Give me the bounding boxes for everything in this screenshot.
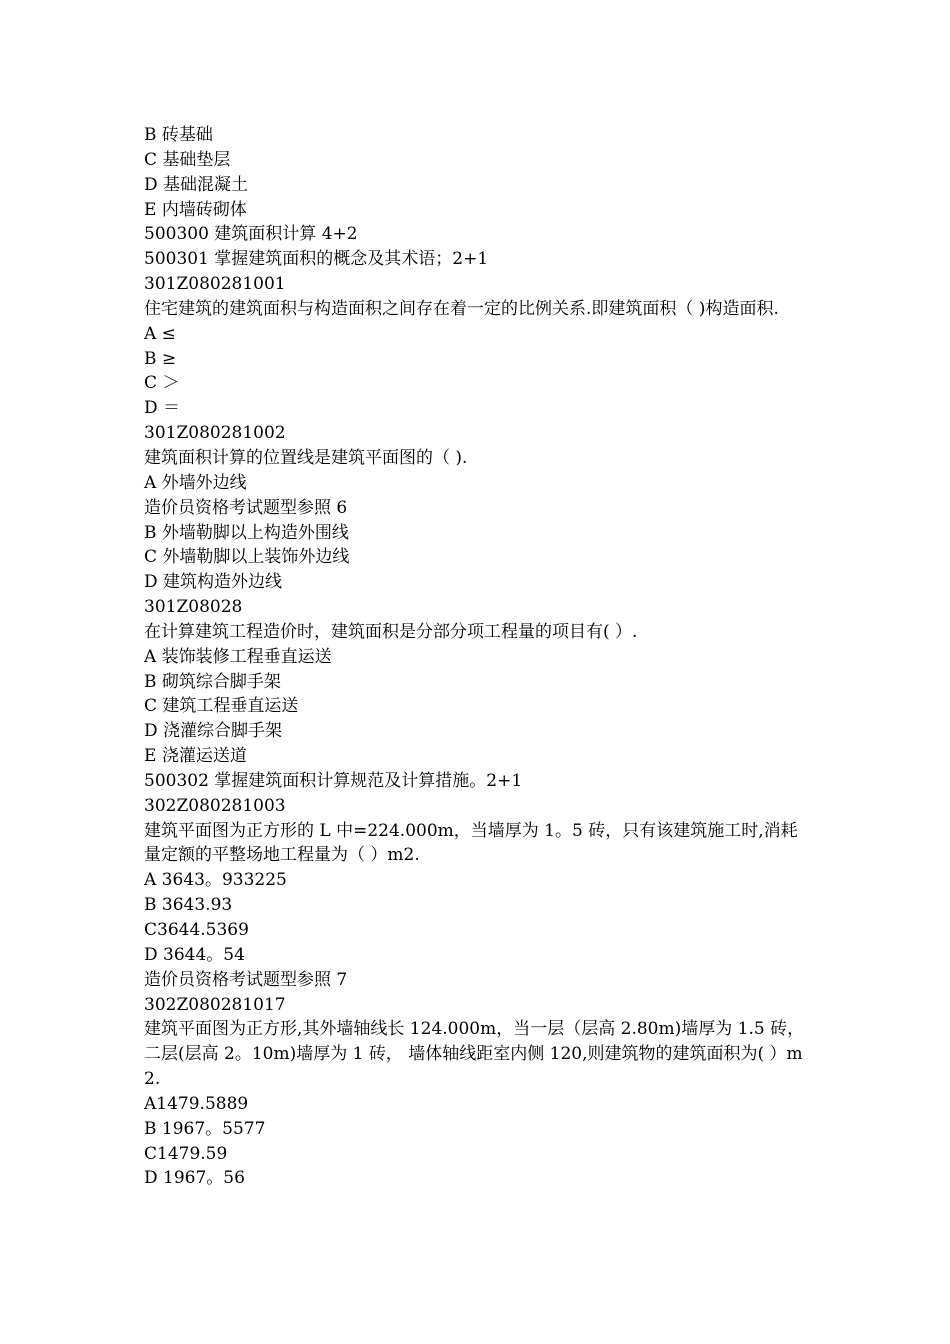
question-id: 301Z08028 [144, 597, 243, 618]
option-line: E 浇灌运送道 [144, 746, 247, 767]
option-line: D 建筑构造外边线 [144, 572, 283, 593]
option-line: E 内墙砖砌体 [144, 199, 247, 220]
option-line: A1479.5889 [144, 1093, 249, 1114]
question-id: 302Z080281017 [144, 994, 286, 1015]
option-line: A 3643。933225 [144, 870, 287, 891]
question-id: 301Z080281002 [144, 423, 286, 444]
section-heading: 500302 掌握建筑面积计算规范及计算措施。2+1 [144, 770, 523, 791]
option-line: A ≤ [144, 323, 176, 344]
question-text: 在计算建筑工程造价时，建筑面积是分部分项工程量的项目有( ）. [144, 621, 638, 642]
option-line: C3644.5369 [144, 920, 249, 940]
question-id: 301Z080281001 [144, 274, 286, 295]
option-line: C1479.59 [144, 1143, 228, 1164]
section-heading: 500301 掌握建筑面积的概念及其术语；2+1 [144, 249, 489, 270]
option-line: B 3643.93 [144, 895, 233, 916]
option-line: B 砖基础 [144, 125, 213, 145]
option-line: B 1967。5577 [144, 1118, 266, 1139]
option-line: A 装饰装修工程垂直运送 [144, 646, 332, 667]
option-line: B ≥ [144, 348, 177, 369]
option-line: D 1967。56 [144, 1168, 245, 1189]
option-line: A 外墙外边线 [144, 472, 247, 493]
option-line: C 基础垫层 [144, 149, 231, 170]
question-id: 302Z080281003 [144, 795, 286, 816]
option-line: B 外墙勒脚以上构造外围线 [144, 522, 349, 543]
option-line: D 浇灌综合脚手架 [144, 721, 283, 742]
document-page [144, 123, 810, 1191]
question-text: 建筑平面图为正方形的 L 中=224.000m，当墙厚为 1。5 砖，只有该建筑施工时,消耗量定额的平整场地工程量为（ ）m2. [144, 820, 798, 866]
option-line: D 3644。54 [144, 944, 245, 965]
option-line: C 建筑工程垂直运送 [144, 696, 299, 717]
section-heading: 500300 建筑面积计算 4+2 [144, 224, 358, 245]
option-line: D 基础混凝土 [144, 174, 249, 195]
question-text: 建筑平面图为正方形,其外墙轴线长 124.000m，当一层（层高 2.80m)墙厚为 1.5 砖，二层(层高 2。10m)墙厚为 1 砖， 墙体轴线距室内侧 120,则建筑物的建筑面积为( ）m2. [144, 1019, 805, 1090]
page-footer-note: 造价员资格考试题型参照 7 [144, 969, 348, 990]
option-line: D ＝ [144, 398, 181, 419]
option-line: C 外墙勒脚以上装饰外边线 [144, 547, 350, 568]
option-line: C ＞ [144, 373, 180, 394]
option-line: B 砌筑综合脚手架 [144, 671, 281, 692]
question-text: 建筑面积计算的位置线是建筑平面图的（ ). [144, 447, 468, 468]
question-text: 住宅建筑的建筑面积与构造面积之间存在着一定的比例关系.即建筑面积（ )构造面积. [144, 298, 779, 319]
page-footer-note: 造价员资格考试题型参照 6 [144, 497, 348, 518]
